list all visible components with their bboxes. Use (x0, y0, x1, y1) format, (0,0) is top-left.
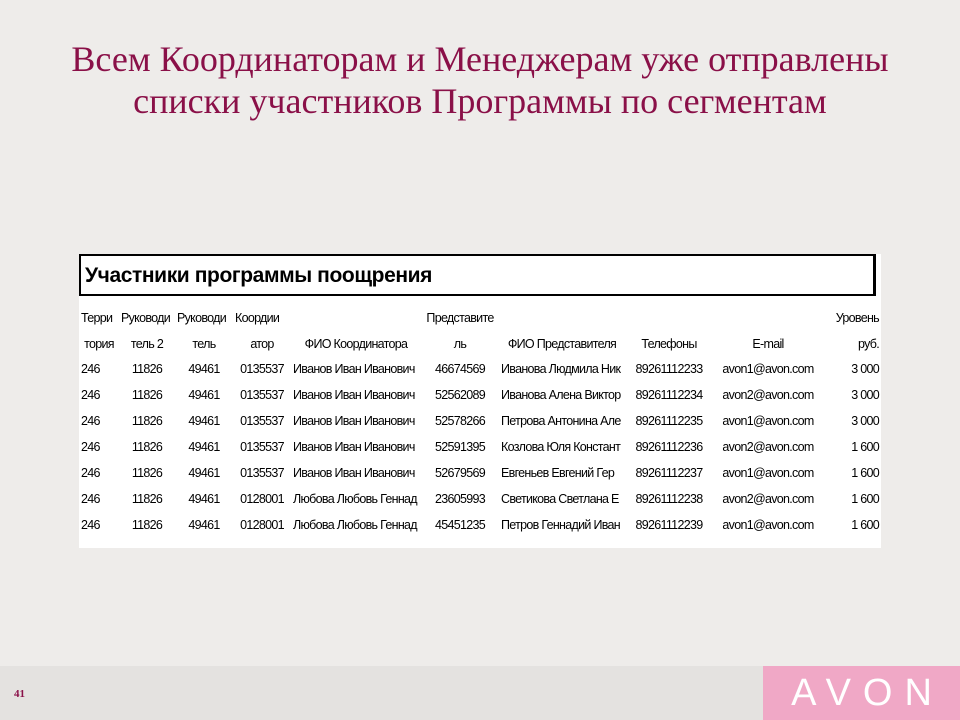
table-cell: 246 (81, 388, 100, 402)
table-cell: 11826 (131, 492, 163, 506)
participants-spreadsheet (79, 254, 881, 548)
table-cell: Петрова Антонина Але (501, 414, 621, 428)
table-cell: руб. (857, 337, 879, 351)
table-cell: 11826 (131, 362, 163, 376)
table-cell: 52591395 (434, 440, 485, 454)
table-cell: 89261112237 (635, 466, 703, 480)
table-cell: Любова Любовь Геннад (293, 518, 417, 532)
table-cell: avon1@avon.com (722, 414, 814, 428)
table-cell: avon2@avon.com (722, 388, 814, 402)
table-cell: Петров Геннадий Иван (501, 518, 620, 532)
page-number: 41 (14, 688, 25, 700)
table-cell: 49461 (188, 414, 220, 428)
participants-table (79, 304, 881, 538)
table-cell: Светикова Светлана Е (501, 492, 619, 506)
table-cell: 246 (81, 440, 100, 454)
table-cell: E-mail (752, 337, 784, 351)
table-cell: 89261112234 (635, 388, 703, 402)
table-row (79, 512, 881, 538)
table-cell: 52578266 (434, 414, 485, 428)
table-cell: 0135537 (240, 362, 284, 376)
table-row (79, 460, 881, 486)
table-cell: Иванов Иван Иванович (293, 466, 415, 480)
table-cell: 1 600 (851, 466, 879, 480)
table-cell: avon2@avon.com (722, 492, 814, 506)
table-cell: Коордии (235, 311, 280, 325)
table-cell: 49461 (188, 466, 220, 480)
table-cell: Иванова Алена Виктор (501, 388, 621, 402)
table-cell: Телефоны (641, 337, 697, 351)
table-cell: Руководи (121, 311, 171, 325)
table-row (79, 434, 881, 460)
table-cell: Козлова Юля Констант (501, 440, 621, 454)
table-cell: Уровень (835, 311, 879, 325)
spreadsheet-title: Участники программы поощрения (79, 254, 876, 296)
table-cell: 3 000 (851, 362, 879, 376)
table-cell: ль (453, 337, 467, 351)
table-cell: 11826 (131, 414, 163, 428)
table-cell: 49461 (188, 518, 220, 532)
table-cell: 46674569 (434, 362, 485, 376)
table-cell: Терри (81, 311, 113, 325)
table-cell: 49461 (188, 440, 220, 454)
table-cell: тель 2 (130, 337, 164, 351)
table-cell (291, 304, 421, 332)
table-cell: 246 (81, 414, 100, 428)
table-cell: ФИО Координатора (304, 337, 408, 351)
table-cell: Иванов Иван Иванович (293, 414, 415, 428)
table-cell: 1 600 (851, 518, 879, 532)
table-cell: avon1@avon.com (722, 466, 814, 480)
table-cell: 246 (81, 518, 100, 532)
table-cell: Любова Любовь Геннад (293, 492, 417, 506)
table-cell: Иванов Иван Иванович (293, 362, 415, 376)
table-cell (499, 304, 625, 332)
table-cell: 3 000 (851, 388, 879, 402)
table-cell: ФИО Представителя (507, 337, 617, 351)
table-cell: Евгеньев Евгений Гер (501, 466, 615, 480)
table-row (79, 486, 881, 512)
table-cell: avon1@avon.com (722, 362, 814, 376)
table-cell: Представите (426, 311, 494, 325)
table-cell: 246 (81, 362, 100, 376)
table-cell (625, 304, 713, 332)
table-cell: тель (192, 337, 216, 351)
table-cell: 0135537 (240, 440, 284, 454)
table-cell: 11826 (131, 518, 163, 532)
table-cell: 0135537 (240, 414, 284, 428)
table-cell: тория (84, 337, 114, 351)
table-cell: 11826 (131, 388, 163, 402)
table-cell: 49461 (188, 388, 220, 402)
table-cell: 89261112233 (635, 362, 703, 376)
logo-text: AVON (791, 671, 944, 714)
table-cell: Иванова Людмила Ник (501, 362, 621, 376)
table-cell: Иванов Иван Иванович (293, 440, 415, 454)
table-cell: атор (250, 337, 274, 351)
table-cell: 89261112236 (635, 440, 703, 454)
table-row (79, 356, 881, 382)
avon-logo (763, 666, 960, 720)
slide-title: Всем Координаторам и Менеджерам уже отправлены списки участников Программы по сегментам (71, 39, 889, 121)
table-cell: 1 600 (851, 440, 879, 454)
table-header-row (79, 304, 881, 332)
table-cell: 246 (81, 466, 100, 480)
table-cell: 0128001 (240, 518, 284, 532)
table-cell: 89261112238 (635, 492, 703, 506)
table-cell: 23605993 (434, 492, 485, 506)
table-row (79, 382, 881, 408)
table-header-row (79, 332, 881, 356)
table-cell: 246 (81, 492, 100, 506)
table-cell: 1 600 (851, 492, 879, 506)
table-cell: 89261112239 (635, 518, 703, 532)
table-cell (713, 304, 823, 332)
table-cell: 52562089 (434, 388, 485, 402)
table-cell: 0128001 (240, 492, 284, 506)
table-cell: 11826 (131, 440, 163, 454)
table-cell: 0135537 (240, 466, 284, 480)
table-cell: Иванов Иван Иванович (293, 388, 415, 402)
table-cell: 52679569 (434, 466, 485, 480)
table-cell: 0135537 (240, 388, 284, 402)
table-cell: 49461 (188, 492, 220, 506)
table-cell: avon1@avon.com (722, 518, 814, 532)
table-cell: 45451235 (434, 518, 485, 532)
table-cell: Руководи (177, 311, 227, 325)
table-cell: avon2@avon.com (722, 440, 814, 454)
table-cell: 11826 (131, 466, 163, 480)
table-cell: 89261112235 (635, 414, 703, 428)
table-cell: 49461 (188, 362, 220, 376)
table-cell: 3 000 (851, 414, 879, 428)
table-row (79, 408, 881, 434)
